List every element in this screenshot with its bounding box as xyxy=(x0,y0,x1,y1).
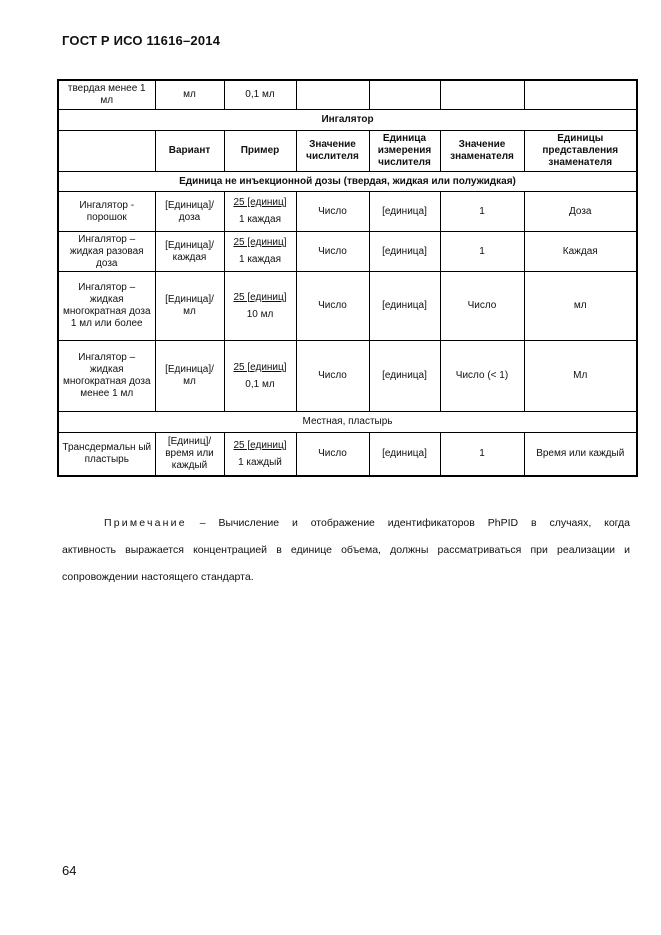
note-dash: – xyxy=(199,517,206,529)
table-row xyxy=(58,232,637,272)
cell-example xyxy=(224,341,296,412)
cell-den-value: Число (< 1) xyxy=(440,341,524,412)
subsection-title: Единица не инъекционной дозы (твердая, жидкая или полужидкая) xyxy=(58,172,637,192)
subsection-row xyxy=(58,172,637,192)
example-amount: 25 [единиц] xyxy=(233,197,287,208)
cell-den-value: 1 xyxy=(440,232,524,272)
table-row xyxy=(58,192,637,232)
cell-den-unit: Мл xyxy=(524,341,637,412)
cell-num-value: Число xyxy=(296,433,369,477)
table-row xyxy=(58,272,637,341)
cell-num-value: Число xyxy=(296,192,369,232)
cell-den-unit: Доза xyxy=(524,192,637,232)
cell-variant: [Единица]/ доза xyxy=(155,192,224,232)
cell-example xyxy=(224,433,296,477)
table-row xyxy=(58,433,637,477)
section-title-local: Местная, пластырь xyxy=(58,412,637,433)
note-line1: Вычисление и отображение идентификаторов PhPID в случаях, когда xyxy=(218,517,631,529)
col-header-num-unit: Единица измерения числителя xyxy=(369,131,440,172)
cell-name: Ингалятор – жидкая разовая доза xyxy=(58,232,155,272)
cell-variant: [Единица]/ мл xyxy=(155,341,224,412)
cell-variant: [Единица]/ каждая xyxy=(155,232,224,272)
cell-den-unit: мл xyxy=(524,272,637,341)
example-amount: 25 [единиц] xyxy=(233,237,287,248)
cell-name: Трансдермальн ый пластырь xyxy=(58,433,155,477)
cell-name: Ингалятор – жидкая многократная доза менее 1 мл xyxy=(58,341,155,412)
note-first-line xyxy=(62,510,630,537)
example-amount: 25 [единиц] xyxy=(233,291,287,303)
cell-num-unit: [единица] xyxy=(369,433,440,477)
col-header-variant: Вариант xyxy=(155,131,224,172)
example-amount: 25 [единиц] xyxy=(233,439,287,451)
section-row-inhaler xyxy=(58,110,637,131)
cell-example: 0,1 мл xyxy=(224,80,296,110)
cell-name: твердая менее 1 мл xyxy=(58,80,155,110)
cell-example xyxy=(224,232,296,272)
col-header-empty xyxy=(58,131,155,172)
document-header: ГОСТ Р ИСО 11616–2014 xyxy=(62,33,221,48)
example-quantity: 1 каждый xyxy=(238,456,282,468)
cell-den-value: 1 xyxy=(440,192,524,232)
cell-num-unit: [единица] xyxy=(369,192,440,232)
cell-name: Ингалятор - порошок xyxy=(58,192,155,232)
units-table xyxy=(57,79,638,477)
cell-example xyxy=(224,272,296,341)
example-quantity: 1 каждая xyxy=(239,254,281,265)
cell-variant: [Единиц]/ время или каждый xyxy=(155,433,224,477)
cell-num-value: Число xyxy=(296,272,369,341)
example-quantity: 0,1 мл xyxy=(245,378,275,390)
note-label: Примечание xyxy=(104,517,187,529)
cell-num-unit: [единица] xyxy=(369,341,440,412)
col-header-num-value: Значение числителя xyxy=(296,131,369,172)
cell-empty xyxy=(524,80,637,110)
cell-den-value: 1 xyxy=(440,433,524,477)
section-title-inhaler: Ингалятор xyxy=(58,110,637,131)
cell-den-unit: Время или каждый xyxy=(524,433,637,477)
example-quantity: 10 мл xyxy=(246,308,274,320)
note-text: активность выражается концентрацией в единице объема, должны рассматриваться при реализации и сопровождении настоящего стандарта. xyxy=(62,544,630,583)
table-row xyxy=(58,341,637,412)
cell-den-value: Число xyxy=(440,272,524,341)
cell-num-value: Число xyxy=(296,341,369,412)
note-paragraph xyxy=(62,510,630,591)
page-number: 64 xyxy=(62,863,77,878)
col-header-example: Пример xyxy=(224,131,296,172)
section-row-local xyxy=(58,412,637,433)
col-header-den-value: Значение знаменателя xyxy=(440,131,524,172)
cell-num-value: Число xyxy=(296,232,369,272)
cell-num-unit: [единица] xyxy=(369,272,440,341)
cell-unit: мл xyxy=(155,80,224,110)
table-row-top xyxy=(58,80,637,110)
cell-empty xyxy=(369,80,440,110)
example-quantity: 1 каждая xyxy=(239,214,281,225)
col-header-den-unit: Единицы представления знаменателя xyxy=(524,131,637,172)
cell-den-unit: Каждая xyxy=(524,232,637,272)
cell-example xyxy=(224,192,296,232)
cell-empty xyxy=(440,80,524,110)
column-header-row xyxy=(58,131,637,172)
cell-num-unit: [единица] xyxy=(369,232,440,272)
cell-name: Ингалятор – жидкая многократная доза 1 мл или более xyxy=(58,272,155,341)
cell-empty xyxy=(296,80,369,110)
example-amount: 25 [единиц] xyxy=(233,361,287,373)
cell-variant: [Единица]/ мл xyxy=(155,272,224,341)
